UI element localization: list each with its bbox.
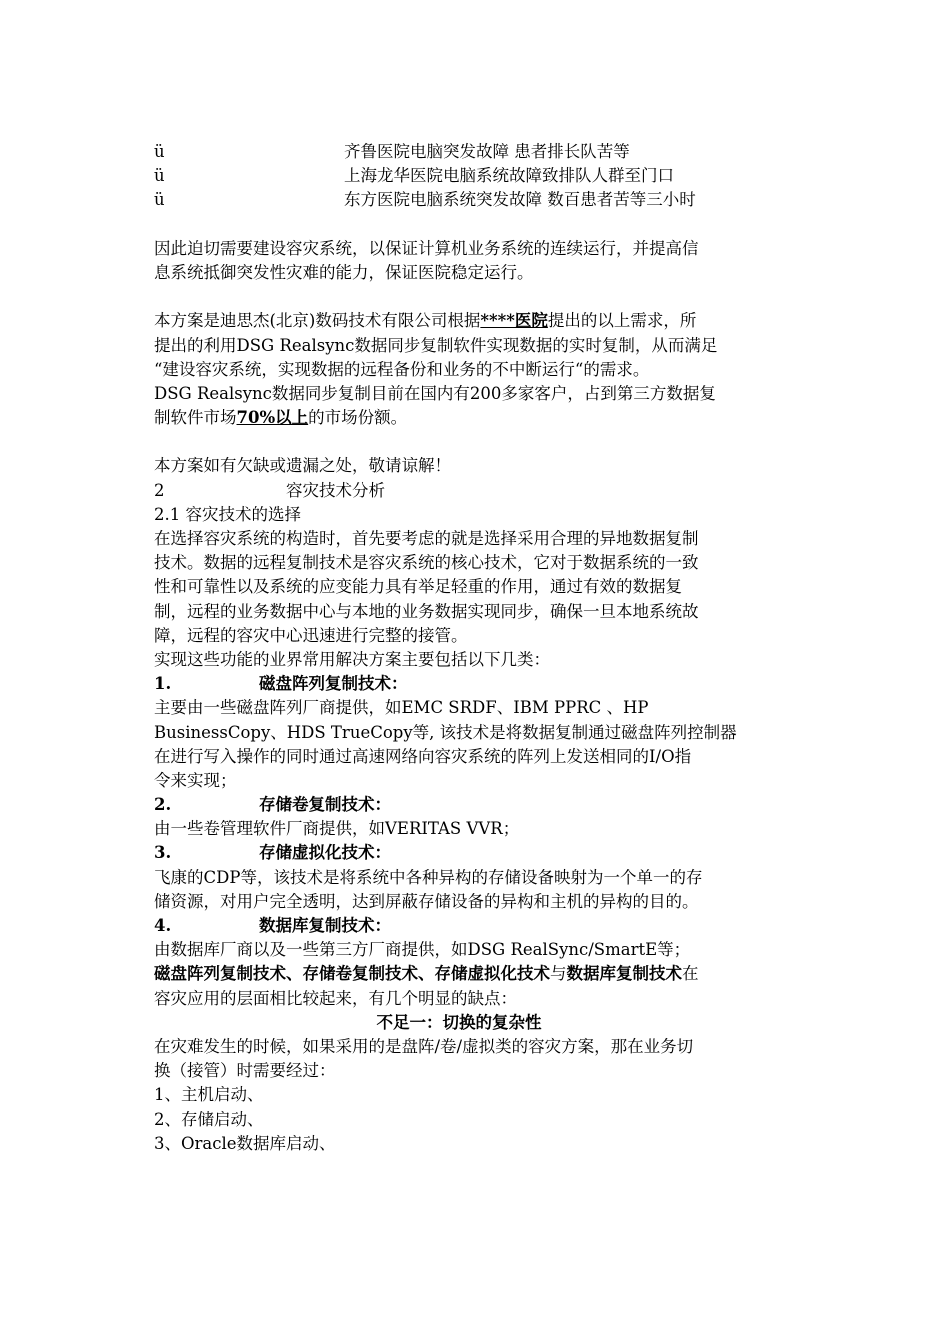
- text-run: 本方案是迪思杰(北京)数码技术有限公司根据: [154, 311, 481, 331]
- bullet-item: [154, 164, 804, 188]
- list-item-heading: [154, 841, 804, 865]
- bullet-marker: ü: [154, 190, 165, 210]
- text-run: 制软件市场: [154, 408, 237, 428]
- paragraph-line: 令来实现；: [154, 770, 237, 790]
- paragraph-line: [154, 406, 804, 430]
- paragraph-line: 提出的利用DSG Realsync数据同步复制软件实现数据的实时复制，从而满足: [154, 335, 718, 355]
- market-share-emphasis: 70%以上: [236, 408, 309, 428]
- section-number: 2: [154, 480, 165, 500]
- paragraph-line: 息系统抵御突发性灾难的能力，保证医院稳定运行。: [154, 262, 534, 282]
- paragraph-line: 障，远程的容灾中心迅速进行完整的接管。: [154, 625, 468, 645]
- bullet-item: [154, 140, 804, 164]
- item-number: 3.: [154, 843, 172, 863]
- item-number: 4.: [154, 916, 172, 935]
- item-number: 1.: [154, 674, 172, 694]
- paragraph-line: 在选择容灾系统的构造时，首先要考虑的就是选择采用合理的异地数据复制: [154, 529, 699, 548]
- paragraph-line: 在灾难发生的时候，如果采用的是盘阵/卷/虚拟类的容灾方案，那在业务切: [154, 1036, 694, 1056]
- paragraph-line: 制，远程的业务数据中心与本地的业务数据实现同步，确保一旦本地系统故: [154, 601, 699, 621]
- paragraph-line: 因此迫切需要建设容灾系统，以保证计算机业务系统的连续运行，并提高信: [154, 238, 699, 258]
- paragraph-line: 主要由一些磁盘阵列厂商提供，如EMC SRDF、IBM PPRC 、HP: [154, 698, 649, 718]
- paragraph-line: DSG Realsync数据同步复制目前在国内有200多家客户，占到第三方数据复: [154, 383, 716, 403]
- step-item: 1、主机启动、: [154, 1085, 264, 1105]
- paragraph-line: 由数据库厂商以及一些第三方厂商提供，如DSG RealSync/SmartE等；: [154, 940, 691, 960]
- spacer: [154, 213, 804, 237]
- text-run: 与: [550, 964, 567, 984]
- document-page: [154, 140, 804, 1156]
- paragraph-line: 容灾应用的层面相比较起来，有几个明显的缺点：: [154, 988, 517, 1008]
- closing-note: 本方案如有欠缺或遗漏之处，敬请谅解！: [154, 456, 451, 476]
- paragraph-line: 实现这些功能的业界常用解决方案主要包括以下几类：: [154, 649, 550, 669]
- hospital-name-emphasis: ****医院: [480, 311, 548, 331]
- bullet-item: [154, 188, 804, 212]
- item-number: 2.: [154, 795, 172, 815]
- text-run: 提出的以上需求，所: [547, 311, 697, 331]
- section-title: 容灾技术分析: [286, 480, 385, 500]
- bold-run: 数据库复制技术: [566, 964, 682, 984]
- text-run: 的市场份额。: [308, 408, 408, 428]
- paragraph-line: [154, 962, 804, 986]
- list-item-heading: [154, 672, 804, 696]
- paragraph-line: 性和可靠性以及系统的应变能力具有举足轻重的作用，通过有效的数据复: [154, 577, 682, 597]
- bullet-text: 东方医院电脑系统突发故障 数百患者苦等三小时: [344, 190, 696, 210]
- item-title: 磁盘阵列复制技术：: [259, 674, 408, 694]
- subsection-heading: 2.1 容灾技术的选择: [154, 504, 301, 524]
- spacer: [154, 430, 804, 454]
- item-title: 存储虚拟化技术：: [259, 843, 391, 863]
- shortcoming-title: 不足一：切换的复杂性: [376, 1012, 542, 1032]
- section-heading: [154, 479, 804, 503]
- list-item-heading: [154, 914, 804, 938]
- spacer: [154, 285, 804, 309]
- bullet-text: 上海龙华医院电脑系统故障致排队人群至门口: [344, 166, 674, 186]
- paragraph-line: “建设容灾系统，实现数据的远程备份和业务的不中断运行“的需求。: [154, 359, 650, 379]
- bullet-marker: ü: [154, 166, 165, 186]
- paragraph-line: 换（接管）时需要经过：: [154, 1061, 336, 1081]
- list-item-heading: [154, 793, 804, 817]
- bold-run: 磁盘阵列复制技术、存储卷复制技术、存储虚拟化技术: [154, 964, 550, 984]
- bullet-marker: ü: [154, 142, 165, 161]
- item-title: 数据库复制技术：: [259, 916, 391, 935]
- step-item: 2、存储启动、: [154, 1109, 264, 1129]
- bullet-text: 齐鲁医院电脑突发故障 患者排长队苦等: [344, 142, 630, 161]
- text-run: 在: [682, 964, 699, 984]
- paragraph-line: 由一些卷管理软件厂商提供，如VERITAS VVR；: [154, 819, 520, 839]
- paragraph-line: [154, 309, 804, 333]
- paragraph-line: 在进行写入操作的同时通过高速网络向容灾系统的阵列上发送相同的I/O指: [154, 746, 692, 766]
- step-item: 3、Oracle数据库启动、: [154, 1133, 336, 1153]
- paragraph-line: 技术。数据的远程复制技术是容灾系统的核心技术，它对于数据系统的一致: [154, 553, 699, 573]
- paragraph-line: 飞康的CDP等，该技术是将系统中各种异构的存储设备映射为一个单一的存: [154, 867, 703, 887]
- paragraph-line: 储资源，对用户完全透明，达到屏蔽存储设备的异构和主机的异构的目的。: [154, 891, 699, 911]
- paragraph-line: BusinessCopy、HDS TrueCopy等, 该技术是将数据复制通过磁盘阵列控制器: [154, 722, 737, 742]
- item-title: 存储卷复制技术：: [259, 795, 391, 815]
